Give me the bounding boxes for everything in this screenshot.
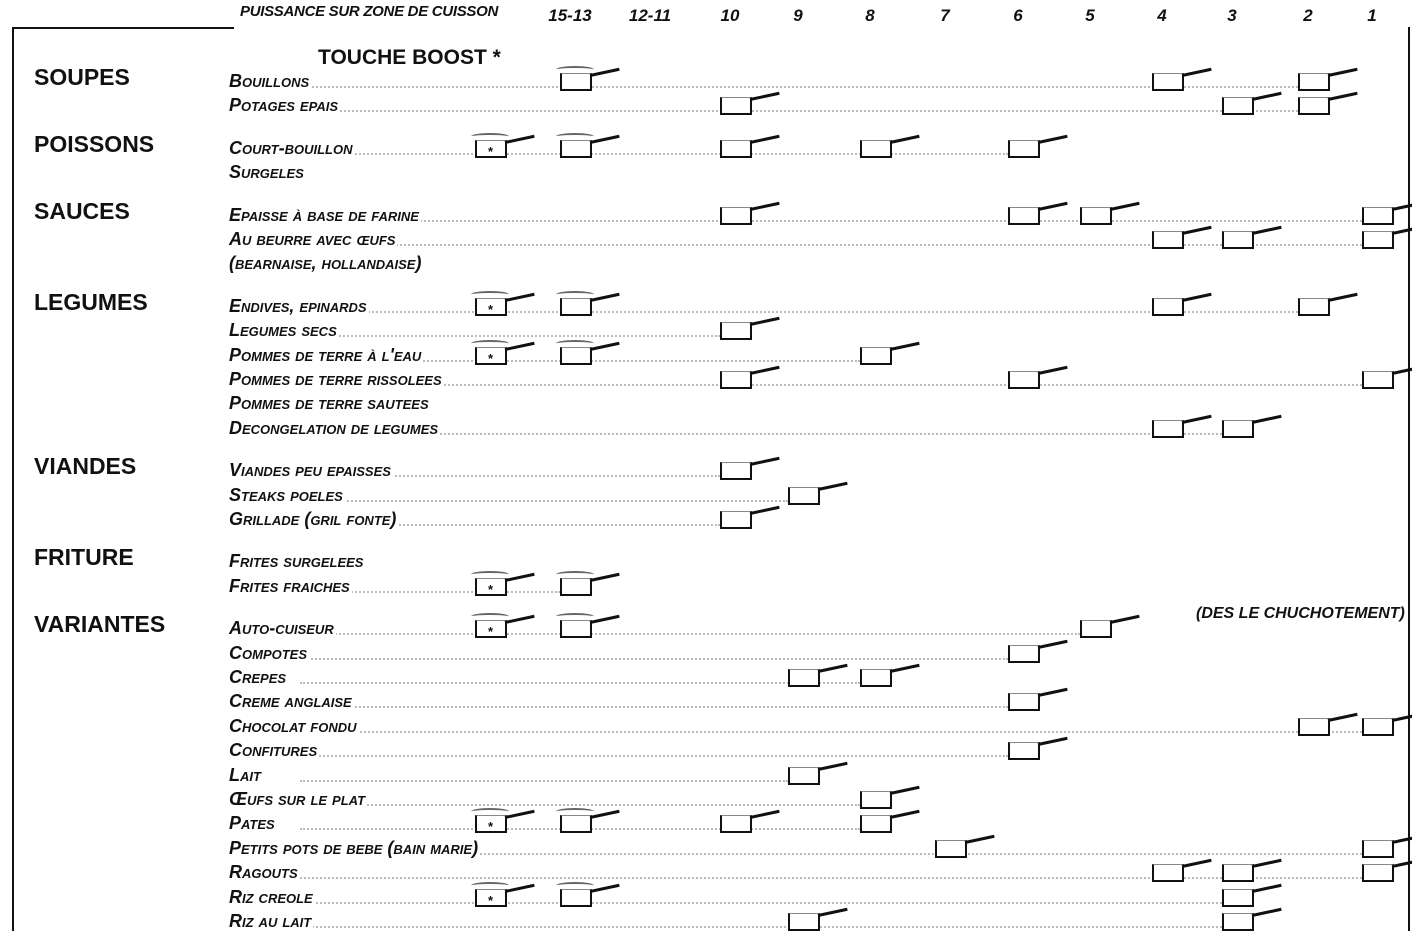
pan-handle [1038,366,1068,375]
pan-icon-level-3 [1222,95,1260,115]
dish-label: Crepes [229,667,287,687]
pan-body [475,298,507,316]
dish-label: Ragouts [229,862,298,883]
pan-icon-level-15-13 [560,138,598,158]
pan-handle [590,293,620,302]
pan-handle [590,135,620,144]
category-viandes: VIANDES [34,453,137,480]
dish-label: Riz au lait [229,911,312,931]
dish-label: Pommes de terre sautees [229,393,429,414]
leader-dots [300,658,1008,660]
boost-pan-icon [475,813,513,833]
pan-body [1008,371,1040,389]
boost-pan-icon [475,576,513,596]
pan-body [560,73,592,91]
pan-icon-level-5 [1080,205,1118,225]
pan-handle [590,883,620,892]
pan-body [860,347,892,365]
dish-label: Petits pots de bebe (bain marie) [229,837,479,858]
dish-label: Frites fraiches [229,575,350,596]
pan-icon-level-10 [720,138,758,158]
pan-body [1152,420,1184,438]
dish-label: Pommes de terre à l'eau [229,344,422,365]
leader-dots [300,902,1222,904]
dish-label: Frites surgelees [229,551,364,572]
pan-handle [1110,615,1140,624]
pan-body [1222,864,1254,882]
pan-handle [890,786,920,795]
pan-handle [1038,737,1068,746]
boost-key-label: TOUCHE BOOST * [318,46,501,69]
pan-handle [1252,883,1282,892]
category-variantes: VARIANTES [34,611,166,638]
dish-label: Endives, epinards [229,295,367,316]
pan-icon-level-3 [1222,862,1260,882]
pan-body [475,347,507,365]
pan-body [1152,73,1184,91]
pan-icon-level-3 [1222,911,1260,931]
pan-handle [1252,226,1282,235]
pan-body [720,140,752,158]
pan-body [1298,718,1330,736]
boost-pan-icon [475,618,513,638]
pan-body [1008,742,1040,760]
pan-handle [590,810,620,819]
pan-body [720,462,752,480]
asterisk-icon: * [488,819,494,835]
asterisk-icon: * [488,892,494,908]
pan-body [1008,140,1040,158]
pan-body [1362,231,1394,249]
power-level-6: 6 [1013,6,1023,25]
pan-icon-level-1 [1362,205,1400,225]
leader-dots [300,877,1362,879]
pan-icon-level-1 [1362,862,1400,882]
dish-label: Œufs sur le plat [229,789,366,809]
pan-handle [590,615,620,624]
power-level-3: 3 [1227,6,1237,25]
pan-body [1222,420,1254,438]
pan-icon-level-9 [788,667,826,687]
asterisk-icon: * [488,143,494,159]
pan-body [720,371,752,389]
pan-body [1222,913,1254,931]
pan-body [860,815,892,833]
pan-icon-level-10 [720,320,758,340]
pan-handle [890,341,920,350]
pan-body [720,322,752,340]
power-level-10: 10 [720,6,740,25]
pan-handle [1182,415,1212,424]
pan-body [560,815,592,833]
pan-body [1008,645,1040,663]
pan-handle [1038,639,1068,648]
pan-icon-level-2 [1298,296,1336,316]
pan-body [475,140,507,158]
pan-icon-level-15-13 [560,618,598,638]
leader-dots [300,731,1362,733]
pan-icon-level-7 [935,838,973,858]
pan-body [475,578,507,596]
leader-dots [300,633,1080,635]
pan-icon-level-6 [1008,205,1046,225]
pan-icon-level-8 [860,667,898,687]
leader-dots [300,755,1008,757]
pan-body [1298,97,1330,115]
pan-handle [818,664,848,673]
pan-handle [1328,68,1358,77]
pan-body [1080,620,1112,638]
pan-icon-level-3 [1222,418,1260,438]
pan-icon-level-6 [1008,138,1046,158]
pan-icon-level-15-13 [560,813,598,833]
pan-body [788,487,820,505]
asterisk-icon: * [488,624,494,640]
pan-icon-level-4 [1152,296,1190,316]
boost-pan-icon [475,345,513,365]
dish-label: Pates [229,813,275,834]
pan-icon-level-15-13 [560,887,598,907]
dish-label: Chocolat fondu [229,715,357,736]
pan-body [860,791,892,809]
pan-icon-level-10 [720,205,758,225]
pan-icon-level-1 [1362,229,1400,249]
pan-handle [590,68,620,77]
pan-handle [1328,92,1358,101]
power-level-5: 5 [1085,6,1095,25]
pan-handle [590,573,620,582]
leader-dots [300,780,788,782]
dish-label: Surgeles [229,162,304,183]
pan-body [788,669,820,687]
pan-handle [750,366,780,375]
leader-dots [300,926,1222,928]
pan-handle [818,908,848,917]
power-level-9: 9 [793,6,803,25]
pan-handle [750,457,780,466]
pan-icon-level-9 [788,911,826,931]
pan-body [860,669,892,687]
pan-handle [965,835,995,844]
dish-label: Viandes peu epaisses [229,460,391,481]
pan-icon-level-2 [1298,716,1336,736]
category-sauces: SAUCES [34,197,130,224]
pan-body [475,815,507,833]
pan-icon-level-15-13 [560,345,598,365]
asterisk-icon: * [488,350,494,366]
dish-label: Steaks poeles [229,484,343,505]
pan-handle [750,810,780,819]
pan-body [560,298,592,316]
pan-handle [1038,135,1068,144]
pan-body [720,511,752,529]
pan-body [1152,298,1184,316]
dish-label: Compotes [229,642,308,663]
pan-body [1362,718,1394,736]
pan-body [1152,864,1184,882]
pan-handle [1252,908,1282,917]
leader-dots [300,110,1298,112]
pan-handle [818,481,848,490]
power-level-15-13: 15-13 [548,6,592,25]
pan-handle [750,317,780,326]
pan-handle [750,92,780,101]
power-level-2: 2 [1303,6,1313,25]
frame-top-left-rule [12,27,234,29]
pan-icon-level-4 [1152,71,1190,91]
pan-icon-level-15-13 [560,576,598,596]
category-soupes: SOUPES [34,64,130,90]
dish-label: Legumes secs [229,320,337,341]
dish-label: Grillade (gril fonte) [229,509,397,529]
pan-body [1362,371,1394,389]
pan-handle [505,293,535,302]
asterisk-icon: * [488,301,494,317]
pan-body [1080,207,1112,225]
category-legumes: LEGUMES [34,288,148,315]
pan-icon-level-9 [788,485,826,505]
pan-handle [1182,859,1212,868]
dish-label: Creme anglaise [229,691,352,712]
pan-handle [505,573,535,582]
pan-body [1362,207,1394,225]
pan-body [475,889,507,907]
pan-icon-level-10 [720,813,758,833]
pan-icon-level-8 [860,345,898,365]
power-level-1: 1 [1367,6,1377,25]
pan-handle [505,135,535,144]
pan-body [560,347,592,365]
pan-icon-level-2 [1298,95,1336,115]
frame-right-rule [1408,27,1410,931]
pan-icon-level-8 [860,138,898,158]
pan-body [1362,840,1394,858]
pan-icon-level-4 [1152,229,1190,249]
pan-icon-level-1 [1362,838,1400,858]
pan-icon-level-10 [720,509,758,529]
pan-handle [750,201,780,210]
leader-dots [300,706,1008,708]
pan-icon-level-15-13 [560,71,598,91]
pan-handle [1252,859,1282,868]
pan-body [560,140,592,158]
power-level-12-11: 12-11 [628,6,672,25]
leader-dots [300,311,1298,313]
pan-handle [1252,92,1282,101]
pan-icon-level-4 [1152,418,1190,438]
pan-icon-level-6 [1008,643,1046,663]
pan-icon-level-8 [860,813,898,833]
pan-body [720,97,752,115]
pan-body [788,913,820,931]
dish-label: Pommes de terre rissolees [229,369,442,389]
leader-dots [300,682,860,684]
pan-icon-level-1 [1362,716,1400,736]
dish-label: Potages epais [229,95,338,116]
pan-handle [1038,688,1068,697]
pan-body [1222,231,1254,249]
pan-handle [1182,226,1212,235]
pan-handle [505,341,535,350]
boost-pan-icon [475,138,513,158]
power-level-4: 4 [1157,6,1167,25]
pan-handle [1252,415,1282,424]
pan-icon-level-15-13 [560,296,598,316]
leader-dots [300,804,860,806]
pan-icon-level-5 [1080,618,1118,638]
pan-body [560,578,592,596]
pan-icon-level-9 [788,765,826,785]
pan-handle [1182,68,1212,77]
boost-pan-icon [475,887,513,907]
pan-handle [1038,201,1068,210]
pan-handle [1328,713,1358,722]
frame-left-rule [12,27,14,931]
category-friture: FRITURE [34,544,134,571]
pan-handle [750,506,780,515]
pan-body [1362,864,1394,882]
pan-handle [1328,293,1358,302]
dish-label: (bearnaise, hollandaise) [229,253,422,274]
pan-handle [505,615,535,624]
pan-body [860,140,892,158]
header-title: PUISSANCE SUR ZONE DE CUISSON [240,3,499,20]
pan-body [720,207,752,225]
pan-body [1222,889,1254,907]
boost-pan-icon [475,296,513,316]
leader-dots [300,153,1008,155]
pan-handle [1182,293,1212,302]
dish-label: Auto-cuiseur [229,618,334,639]
pan-handle [890,664,920,673]
pan-handle [750,135,780,144]
pan-body [1008,693,1040,711]
pan-icon-level-4 [1152,862,1190,882]
pan-handle [590,341,620,350]
pan-icon-level-10 [720,95,758,115]
dish-label: Decongelation de legumes [229,417,439,438]
asterisk-icon: * [488,581,494,597]
leader-dots [300,384,1362,386]
pan-icon-level-10 [720,460,758,480]
pan-icon-level-6 [1008,740,1046,760]
power-level-7: 7 [940,6,950,25]
pan-body [1298,73,1330,91]
pan-body [935,840,967,858]
dish-label: Lait [229,764,261,785]
pan-icon-level-3 [1222,229,1260,249]
dish-label: Court-bouillon [229,137,353,158]
pan-handle [890,135,920,144]
leader-dots [300,500,788,502]
pan-icon-level-8 [860,789,898,809]
leader-dots [300,86,1298,88]
pan-handle [505,883,535,892]
category-poissons: POISSONS [34,130,155,157]
dish-label: Riz creole [229,886,313,907]
pan-handle [890,810,920,819]
pressure-cooker-note: (DES LE CHUCHOTEMENT) [1196,605,1405,622]
dish-label: Bouillons [229,71,310,91]
pan-body [720,815,752,833]
pan-icon-level-3 [1222,887,1260,907]
pan-handle [818,761,848,770]
pan-handle [505,810,535,819]
pan-body [1222,97,1254,115]
pan-body [1152,231,1184,249]
pan-icon-level-6 [1008,369,1046,389]
dish-label: Confitures [229,740,318,761]
leader-dots [300,335,720,337]
pan-body [1298,298,1330,316]
power-level-8: 8 [865,6,875,25]
leader-dots [300,244,1362,246]
dish-label: Au beurre avec œufs [229,229,396,249]
pan-body [475,620,507,638]
pan-icon-level-2 [1298,71,1336,91]
leader-dots [300,220,1362,222]
pan-body [560,889,592,907]
pan-icon-level-10 [720,369,758,389]
pan-body [560,620,592,638]
pan-icon-level-6 [1008,691,1046,711]
pan-body [788,767,820,785]
dish-label: Epaisse à base de farine [229,204,419,225]
pan-body [1008,207,1040,225]
pan-icon-level-1 [1362,369,1400,389]
pan-handle [1110,201,1140,210]
